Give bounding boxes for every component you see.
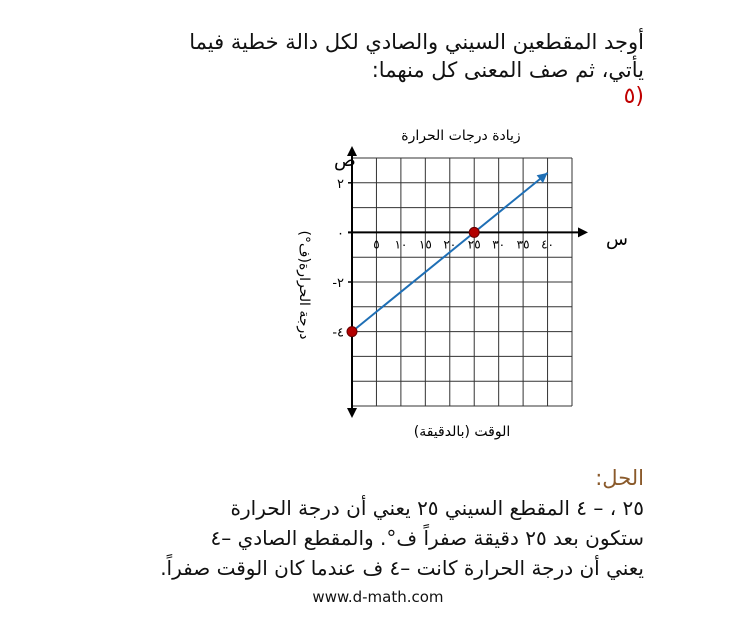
question-line-2: يأتي، ثم صف المعنى كل منهما: bbox=[371, 58, 644, 82]
chart-grid bbox=[352, 158, 572, 406]
x-axis-letter: س bbox=[606, 229, 628, 250]
x-tick-label: ٢٠ bbox=[443, 237, 457, 252]
x-axis-arrow bbox=[578, 227, 588, 237]
y-axis-label: درجة الحرارة(ف°) bbox=[296, 230, 312, 340]
intercept-point bbox=[347, 327, 357, 337]
x-tick-label: ٢٥ bbox=[467, 237, 481, 252]
y-tick-label: -٢ bbox=[332, 276, 344, 291]
y-tick-labels bbox=[332, 177, 352, 341]
x-tick-labels bbox=[373, 237, 554, 251]
y-axis-letter: ص bbox=[334, 150, 356, 171]
y-tick-label: ٠ bbox=[337, 226, 344, 242]
x-tick-label: ٥ bbox=[373, 237, 380, 252]
solution-label: الحل: bbox=[595, 466, 644, 490]
question-number: ٥) bbox=[623, 84, 644, 109]
x-tick-label: ٤٠ bbox=[541, 237, 555, 252]
website-footer: www.d-math.com bbox=[312, 588, 444, 606]
solution-line-3: يعني أن درجة الحرارة كانت –٤ ف عندما كان الوقت صفراً. bbox=[160, 556, 644, 580]
y-tick-label: -٤ bbox=[332, 325, 344, 341]
solution-line-2: ستكون بعد ٢٥ دقيقة صفراً ف°. والمقطع الصادي –٤ bbox=[210, 526, 644, 550]
x-axis-label: الوقت (بالدقيقة) bbox=[413, 424, 511, 440]
question-line-1: أوجد المقطعين السيني والصادي لكل دالة خطية فيما bbox=[189, 30, 644, 54]
y-axis-arrow-down bbox=[347, 408, 357, 418]
x-tick-label: ٣٠ bbox=[492, 237, 506, 252]
chart-title: زيادة درجات الحرارة bbox=[401, 128, 521, 144]
x-tick-label: ٣٥ bbox=[516, 237, 530, 252]
x-tick-label: ١٠ bbox=[394, 237, 408, 252]
y-tick-label: ٢ bbox=[337, 176, 344, 192]
x-tick-label: ١٥ bbox=[418, 237, 432, 252]
intercept-point bbox=[469, 227, 479, 237]
solution-line-1: ٢٥ ، – ٤ المقطع السيني ٢٥ يعني أن درجة الحرارة bbox=[230, 496, 644, 520]
temperature-chart bbox=[280, 120, 630, 450]
